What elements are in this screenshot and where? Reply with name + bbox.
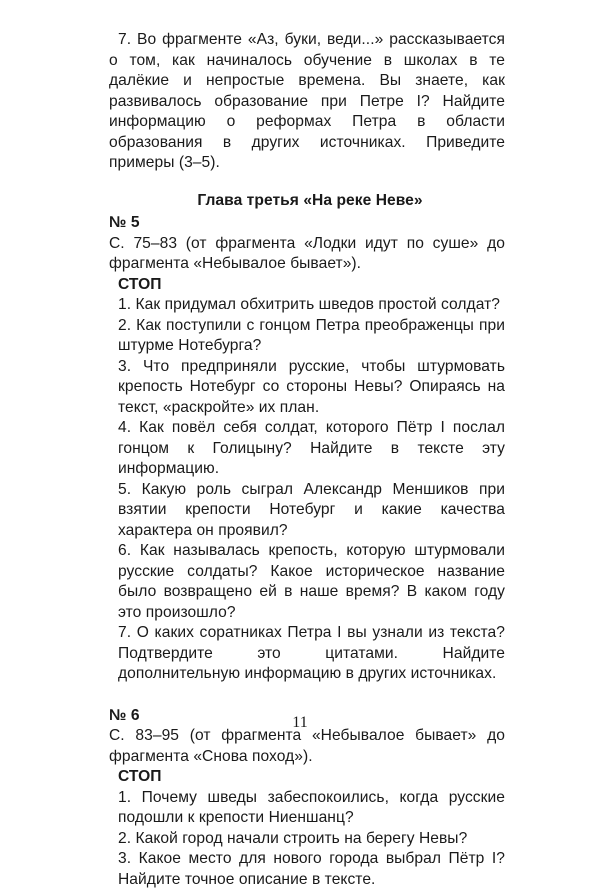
section-page-range: С. 83–95 (от фрагмента «Небывалое бывает» до фрагмента «Снова поход»). bbox=[109, 726, 505, 767]
question-item: 2. Как поступили с гонцом Петра преображенцы при штурме Нотебурга? bbox=[118, 316, 505, 357]
question-list bbox=[109, 788, 505, 890]
question-list bbox=[109, 295, 505, 685]
question-item: 2. Какой город начали строить на берегу Невы? bbox=[118, 829, 505, 850]
question-item: 6. Как называлась крепость, которую штурмовали русские солдаты? Какое историческое название было возвращено ей в наше время? В каком году это произошло? bbox=[118, 541, 505, 623]
stop-label: СТОП bbox=[109, 275, 505, 296]
question-item: 1. Как придумал обхитрить шведов простой солдат? bbox=[118, 295, 505, 316]
section-page-range: С. 75–83 (от фрагмента «Лодки идут по суше» до фрагмента «Небывалое бывает»). bbox=[109, 234, 505, 275]
question-item: 4. Как повёл себя солдат, которого Пётр I послал гонцом к Голицыну? Найдите в тексте эту информацию. bbox=[118, 418, 505, 480]
question-item: 5. Какую роль сыграл Александр Меншиков при взятии крепости Нотебург и какие качества характера он проявил? bbox=[118, 480, 505, 542]
stop-label: СТОП bbox=[109, 767, 505, 788]
question-item: 1. Почему шведы забеспокоились, когда русские подошли к крепости Ниеншанц? bbox=[118, 788, 505, 829]
page-content bbox=[109, 30, 505, 890]
page-number: 11 bbox=[0, 713, 600, 734]
section-number: № 5 bbox=[109, 213, 505, 234]
section-5 bbox=[109, 213, 505, 685]
question-item: 3. Какое место для нового города выбрал Пётр I? Найдите точное описание в тексте. bbox=[118, 849, 505, 890]
section-number: № 6 bbox=[109, 706, 505, 727]
chapter-title: Глава третья «На реке Неве» bbox=[109, 191, 505, 212]
intro-question: 7. Во фрагменте «Аз, буки, веди...» рассказывается о том, как начиналось обучение в школах в те далёкие и непростые времена. Вы знаете, как развивалось образование при Петре I? Найдите информацию о реформах Петра в области образования в других источниках. Приведите примеры (3–5). bbox=[109, 30, 505, 174]
question-item: 3. Что предприняли русские, чтобы штурмовать крепость Нотебург со стороны Невы? Опираясь на текст, «раскройте» их план. bbox=[118, 357, 505, 419]
question-item: 7. О каких соратниках Петра I вы узнали из текста? Подтвердите это цитатами. Найдите дополнительную информацию в других источниках. bbox=[118, 623, 505, 685]
